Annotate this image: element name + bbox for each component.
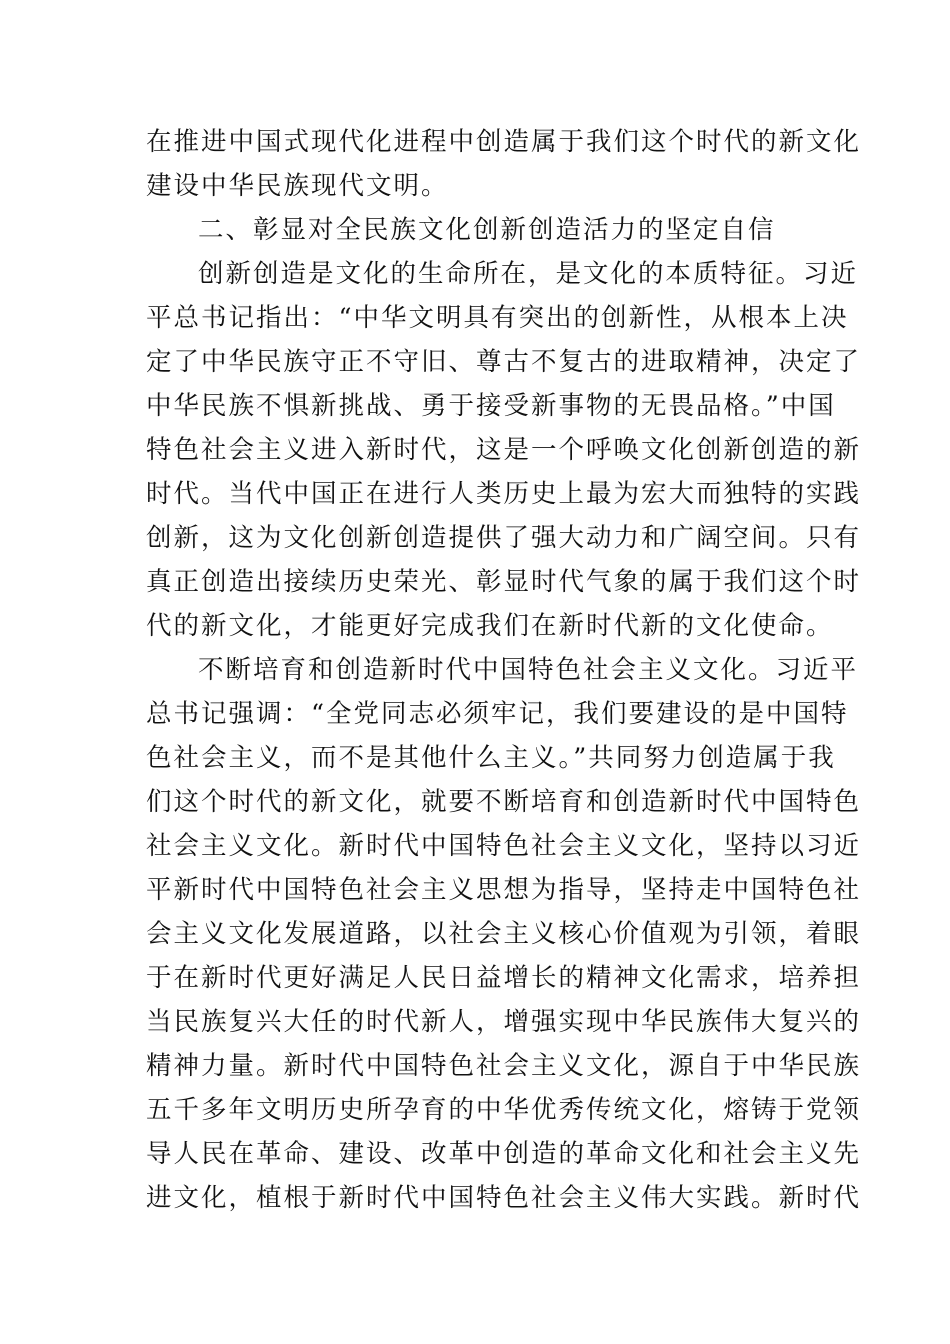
text-line: 五千多年文明历史所孕育的中华优秀传统文化，熔铸于党领	[146, 1095, 862, 1125]
text-line: 创新创造是文化的生命所在，是文化的本质特征。习近	[198, 259, 859, 289]
text-line: 精神力量。新时代中国特色社会主义文化，源自于中华民族	[146, 1051, 862, 1081]
text-line: 平新时代中国特色社会主义思想为指导，坚持走中国特色社	[146, 875, 862, 905]
text-line: 总书记强调：“全党同志必须牢记，我们要建设的是中国特	[146, 699, 849, 729]
text-line: 于在新时代更好满足人民日益增长的精神文化需求，培养担	[146, 963, 862, 993]
text-line: 时代。当代中国正在进行人类历史上最为宏大而独特的实践	[146, 479, 862, 509]
text-line: 中华民族不惧新挑战、勇于接受新事物的无畏品格。”中国	[146, 391, 836, 421]
text-line: 定了中华民族守正不守旧、尊古不复古的进取精神，决定了	[146, 347, 862, 377]
text-line: 平总书记指出：“中华文明具有突出的创新性，从根本上决	[146, 303, 849, 333]
section-heading: 二、彰显对全民族文化创新创造活力的坚定自信	[198, 215, 776, 245]
text-line: 真正创造出接续历史荣光、彰显时代气象的属于我们这个时	[146, 567, 862, 597]
text-line: 代的新文化，才能更好完成我们在新时代新的文化使命。	[146, 611, 834, 641]
body-text	[146, 120, 862, 1220]
text-line: 会主义文化发展道路，以社会主义核心价值观为引领，着眼	[146, 919, 862, 949]
text-line: 在推进中国式现代化进程中创造属于我们这个时代的新文化	[146, 127, 862, 157]
text-line: 创新，这为文化创新创造提供了强大动力和广阔空间。只有	[146, 523, 862, 553]
text-line: 进文化，植根于新时代中国特色社会主义伟大实践。新时代	[146, 1183, 862, 1213]
text-line: 不断培育和创造新时代中国特色社会主义文化。习近平	[198, 655, 859, 685]
text-line: 当民族复兴大任的时代新人，增强实现中华民族伟大复兴的	[146, 1007, 862, 1037]
text-line: 社会主义文化。新时代中国特色社会主义文化，坚持以习近	[146, 831, 862, 861]
text-line: 特色社会主义进入新时代，这是一个呼唤文化创新创造的新	[146, 435, 862, 465]
text-line: 色社会主义，而不是其他什么主义。”共同努力创造属于我	[146, 743, 836, 773]
text-line: 建设中华民族现代文明。	[146, 171, 449, 201]
text-line: 们这个时代的新文化，就要不断培育和创造新时代中国特色	[146, 787, 862, 817]
text-line: 导人民在革命、建设、改革中创造的革命文化和社会主义先	[146, 1139, 862, 1169]
